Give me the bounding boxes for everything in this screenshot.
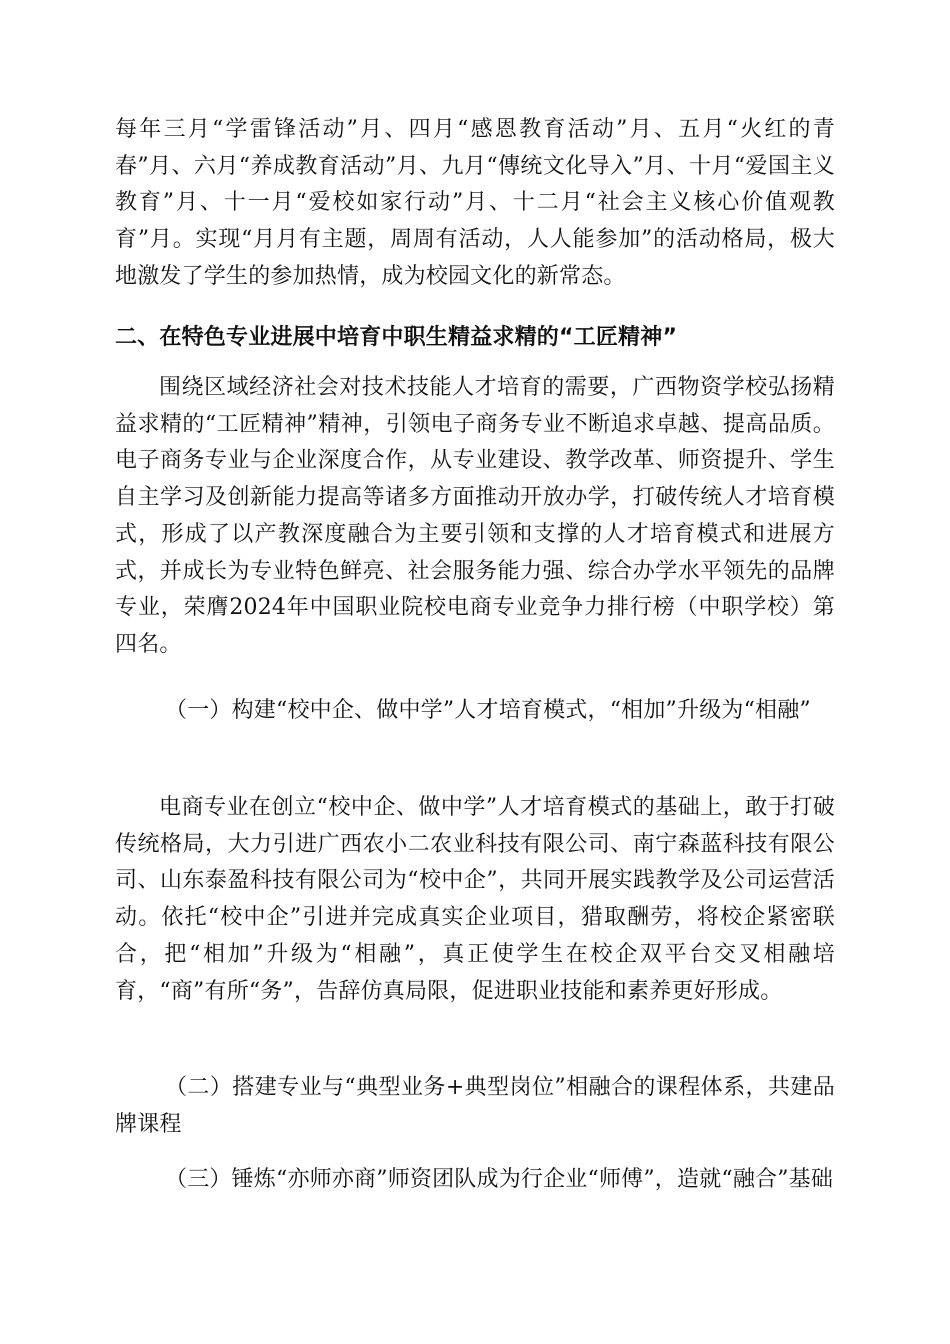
paragraph-activities: 每年三月“学雷锋活动”月、四月“感恩教育活动”月、五月“火红的青春”月、六月“养成教育活动”月、九月“傳统文化导入”月、十月“爱国主义教育”月、十一月“爱校如家行动”月、十二月“社会主义核心价值观教育”月。实现“月月有主题，周周有活动，人人能参加”的活动格局，极大地激发了学生的参加热情，成为校园文化的新常态。: [115, 117, 835, 289]
subheading-3: （三）锤炼“亦师亦商”师资团队成为行企业“师傅”，造就“融合”基础: [165, 1167, 834, 1192]
paragraph-craftsman-spirit: 围绕区域经济社会对技术技能人才培育的需要，广西物资学校弘扬精益求精的“工匠精神”精神，引领电子商务专业不断追求卓越、提高品质。电子商务专业与企业深度合作，从专业建设、教学改革、师资提升、学生自主学习及创新能力提高等诸多方面推动开放办学，打破传统人才培育模式，形成了以产教深度融合为主要引领和支撑的人才培育模式和进展方式，并成长为专业特色鲜亮、社会服务能力强、综合办学水平领先的品牌专业，荣膺2024年中国职业院校电商专业竞争力排行榜（中职学校）第四名。: [115, 375, 835, 657]
paragraph-school-enterprise: 电商专业在创立“校中企、做中学”人才培育模式的基础上，敢于打破传统格局，大力引进广西农小二农业科技有限公司、南宁森蓝科技有限公司、山东泰盈科技有限公司为“校中企”，共同开展实践教学及公司运营活动。依托“校中企”引进并完成真实企业项目，猎取酬劳，将校企紧密联合，把“相加”升级为“相融”，真正使学生在校企双平台交叉相融培育，“商”有所“务”，告辞仿真局限，促进职业技能和素养更好形成。: [115, 795, 835, 1004]
subheading-2: （二）搭建专业与“典型业务+典型岗位”相融合的课程体系，共建品牌课程: [115, 1075, 835, 1137]
section-heading-2: 二、在特色专业进展中培育中职生精益求精的“工匠精神”: [115, 325, 678, 350]
subheading-1: （一）构建“校中企、做中学”人才培育模式，“相加”升级为“相融”: [165, 698, 811, 723]
